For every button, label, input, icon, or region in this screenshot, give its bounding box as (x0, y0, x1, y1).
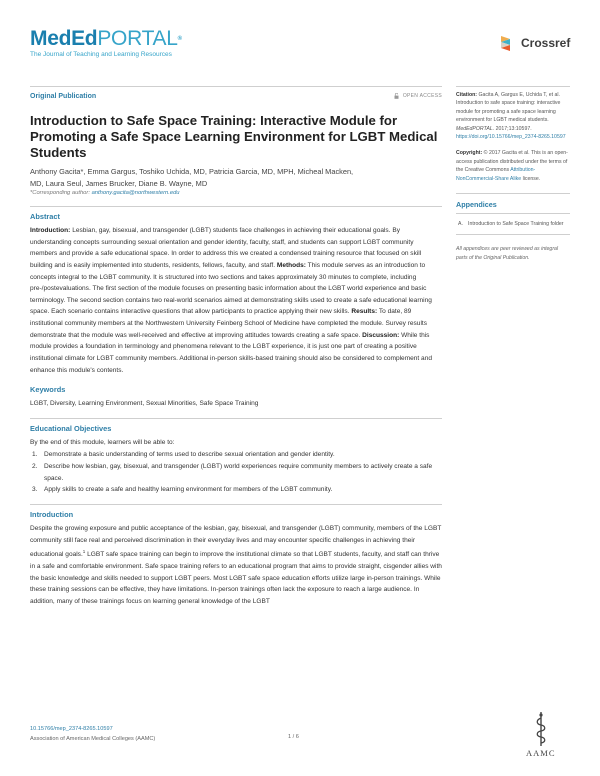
medportal-logo[interactable] (30, 28, 182, 58)
article-title: Introduction to Safe Space Training: Interactive Module for Promoting a Safe Space Learning Environment for LGBT Medical Students (30, 113, 438, 160)
license-link[interactable]: Attribution-NonCommercial-Share Alike (456, 167, 536, 182)
logo-tagline: The Journal of Teaching and Learning Resources (30, 51, 172, 58)
open-access-badge: OPEN ACCESS (394, 93, 442, 99)
abstract-heading: Abstract (30, 212, 60, 221)
authors-line-2: MD, Laura Seul, James Brucker, Diane B. Wayne, MD (30, 178, 208, 188)
citation-block: Citation: Gacita A, Gargus E, Uchida T, et al. Introduction to safe space training: interactive module for promoting a safe space learning environment for LGBT medical students. MedEdPORTAL. 2017;13:10597. https://doi.org/10.15766/mep_2374-8265.10597 (456, 92, 566, 141)
footer (30, 724, 155, 744)
appendix-note-divider (456, 234, 570, 235)
header-divider (30, 86, 442, 87)
crossref-label: Crossref (521, 36, 571, 50)
corresponding-author: *Corresponding author: anthony.gacita@northwestern.edu (30, 190, 180, 196)
sidebar-divider (456, 86, 570, 87)
footer-org: Association of American Medical Colleges (AAMC) (30, 736, 156, 742)
author-list (30, 166, 442, 189)
logo-wordmark: MedEdPORTAL® (30, 27, 182, 50)
appendix-note: All appendices are peer reviewed as integral parts of the Original Publication. (456, 246, 559, 261)
citation-doi-link[interactable]: https://doi.org/10.15766/mep_2374-8265.10597 (456, 134, 566, 141)
publication-row (30, 91, 442, 101)
keywords-text: LGBT, Diversity, Learning Environment, Sexual Minorities, Safe Space Training (30, 400, 259, 408)
abstract-divider (30, 206, 442, 207)
aamc-wordmark: AAMC (526, 748, 556, 758)
objectives-divider (30, 418, 442, 419)
footer-doi-link[interactable]: 10.15766/mep_2374-8265.10597 (30, 726, 113, 732)
list-item: 3. Apply skills to create a safe and healthy learning environment for members of the LGBT community. (32, 486, 333, 494)
corresponding-email-link[interactable]: anthony.gacita@northwestern.edu (91, 190, 180, 196)
main-column (30, 86, 442, 607)
page-number: 1 / 6 (288, 734, 299, 740)
publication-type: Original Publication (30, 92, 97, 100)
crossref-badge[interactable] (498, 34, 570, 52)
introduction-text: Despite the growing exposure and public acceptance of the lesbian, gay, bisexual, and transgender (LGBT) community, members of the LGBT community still face real and perceived discrimination in their everyday lives and may encounter specific challenges in achieving their educational goals.$^1$ LGBT safe space training can begin to improve the institutional climate so that LGBT students, faculty, and staff can thrive in a safe and comfortable environment. Safe space training refers to an educational program that aims to provide straight, cisgender allies with the basic knowledge and skills needed to support LGBT peers. Most LGBT safe space education efforts utilize large in-person trainings. While these training sessions can be effective, they have limitations. In-person trainings often lack the exposure to reach a large audience. In addition, many of these trainings focus on learning general knowledge of the LGBT (30, 524, 442, 605)
objectives-lead: By the end of this module, learners will be able to: (30, 438, 175, 446)
introduction-heading: Introduction (30, 509, 74, 519)
aamc-logo (526, 712, 556, 758)
appendices-heading: Appendices (456, 200, 497, 210)
authors-line-1: Anthony Gacita*, Emma Gargus, Toshiko Uchida, MD, Patricia Garcia, MD, MPH, Micheal Macken, (30, 167, 354, 176)
copyright-block: Copyright: © 2017 Gacita et al. This is an open-access publication distributed under the terms of the Creative Commons Attribution-NonCommercial-Share Alike license. (456, 150, 568, 182)
objectives-list (30, 449, 442, 496)
crossref-icon (498, 34, 518, 52)
appendix-item[interactable]: A. Introduction to Safe Space Training folder (458, 221, 564, 228)
aamc-emblem-icon (534, 712, 548, 746)
list-item: 2. Describe how lesbian, gay, bisexual, and transgender (LGBT) world experiences require community members to actively create a safe space. (32, 463, 433, 482)
appendices-divider (456, 193, 570, 194)
abstract-text: Introduction: Lesbian, gay, bisexual, and transgender (LGBT) students face challenges in achieving their educational goals. By understanding concepts surrounding sexual orientation and gender identity, faculty, staff, and students can support LGBT community members and provide a safe educational space. In order to address this we created a condensed training resource that focused on skill building and is easily implemented into students, residents, fellows, faculty, and staff. Methods: This module serves as an introduction to concepts integral to the LGBT community. It is structured into two sections and takes approximately 30 minutes to complete, including pre-/postevaluations. The first section of the module focuses on presenting basic information about the LGBT world experience and basic terminology. The second section contains two real-world scenarios aimed at demonstrating skills used to create a safe educational learning space. Each scenario contains interactive questions that allow participants to practice applying their new skills. Results: To date, 89 institutional community members at the Northwestern University Feinberg School of Medicine have completed the module. Survey results demonstrate that the module was well-received and effective at improving attitudes towards creating a safe space. Discussion: While this module provides a foundation in terminology and phenomena relevant to the LGBT experience, it is just one part of creating a positive institutional climate for LGBT community members. Additional in-person skills-based training should also be considered to complement and enhance this module's contents. (30, 227, 432, 374)
appendices-subdivider (456, 213, 570, 214)
introduction-divider (30, 504, 442, 505)
list-item: 1. Demonstrate a basic understanding of terms used to describe sexual orientation and gender identity. (32, 451, 335, 459)
sidebar (456, 86, 570, 262)
objectives-heading: Educational Objectives (30, 423, 112, 433)
open-lock-icon (394, 93, 399, 99)
keywords-heading: Keywords (30, 385, 66, 395)
